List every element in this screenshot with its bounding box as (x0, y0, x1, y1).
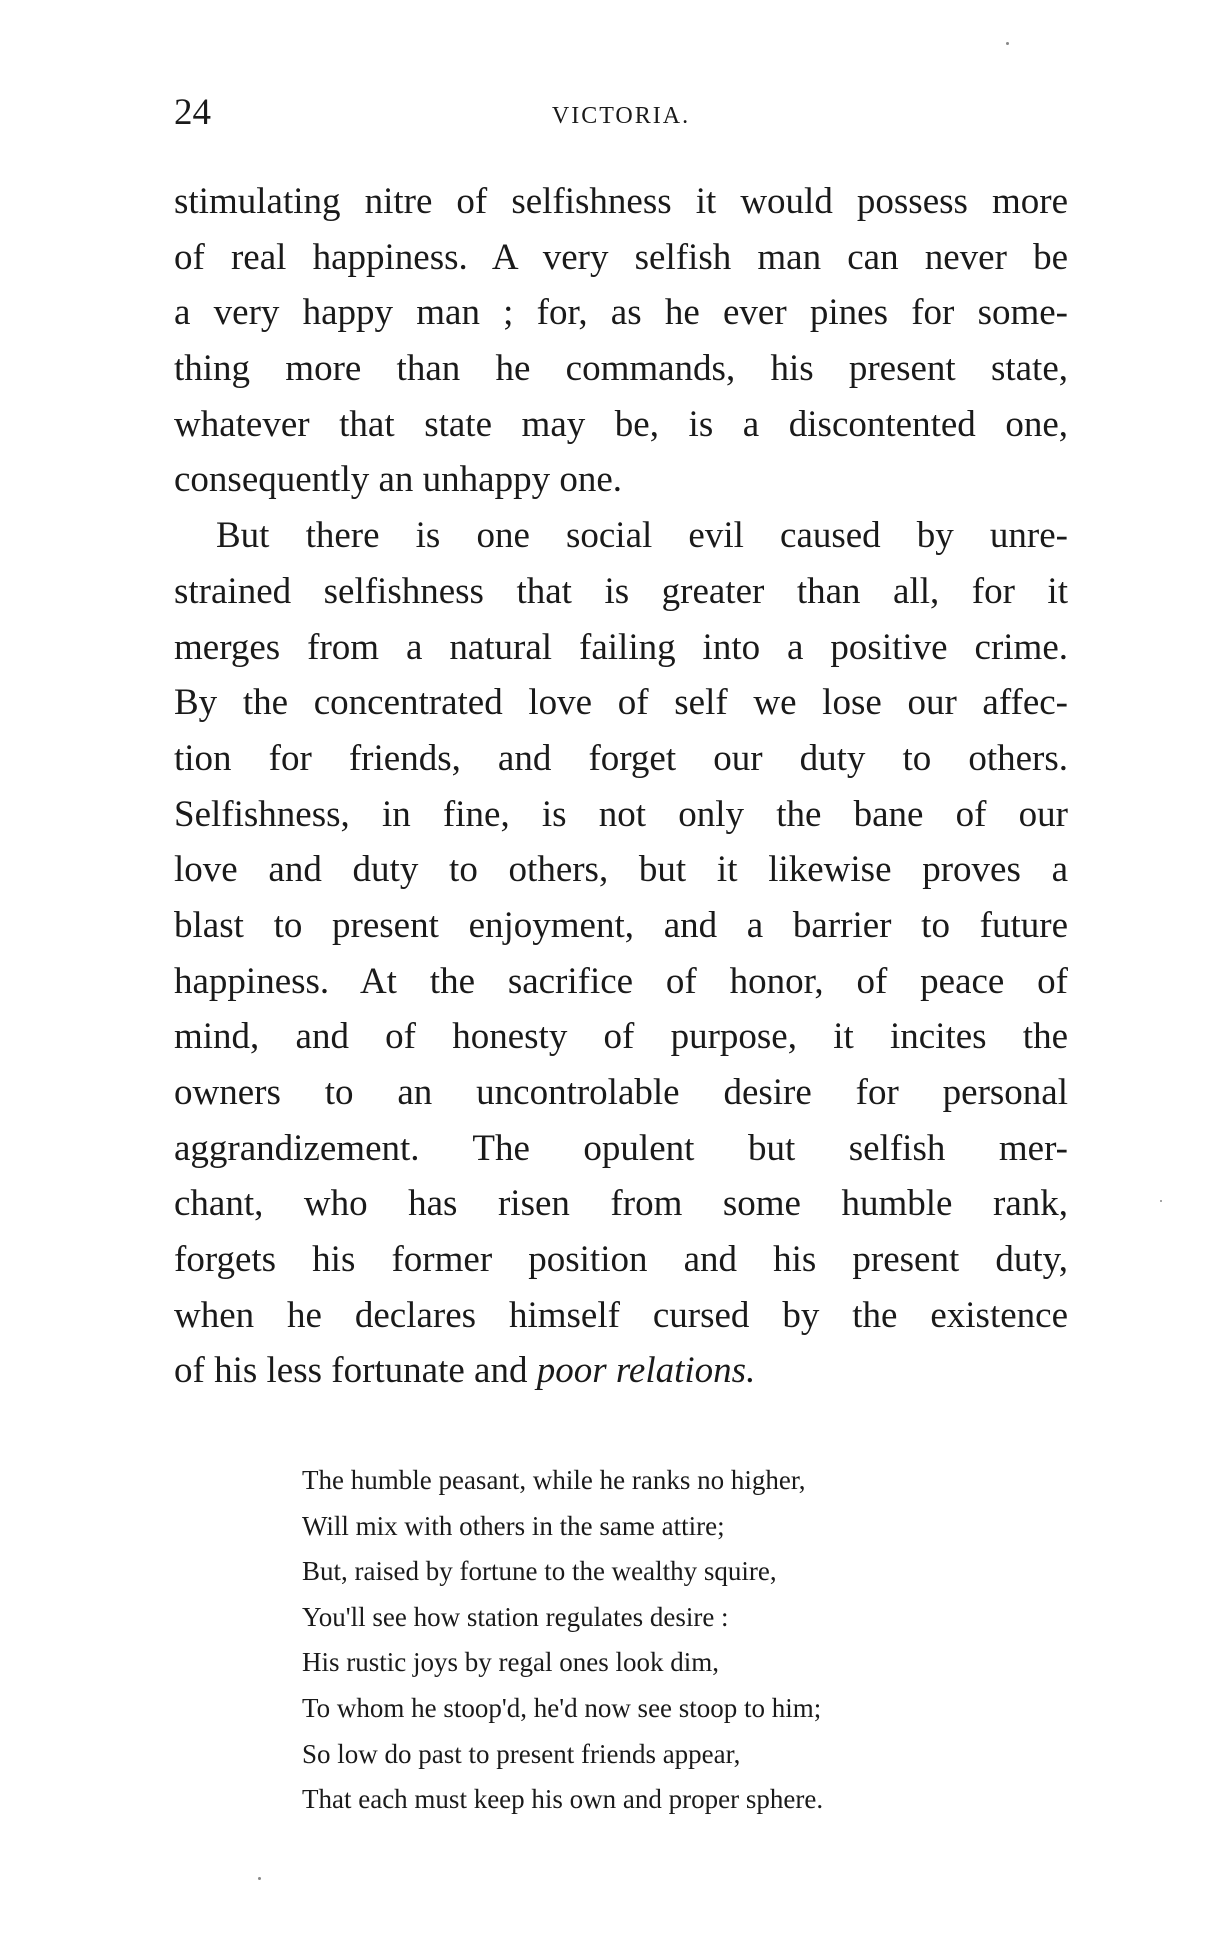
body-text (174, 174, 1068, 1399)
paper-speck (258, 1877, 261, 1880)
text-line: tion for friends, and forget our duty to others. (174, 737, 1068, 779)
poem-line: That each must keep his own and proper sphere. (302, 1784, 824, 1815)
text-line: a very happy man ; for, as he ever pines for some- (174, 292, 1068, 334)
text-line: love and duty to others, but it likewise proves a (174, 849, 1068, 891)
text-line: owners to an uncontrolable desire for personal (174, 1072, 1068, 1113)
paragraph-2 (174, 508, 1068, 1399)
running-title: VICTORIA. (551, 103, 691, 129)
text-line: stimulating nitre of selfishness it would possess more (174, 181, 1068, 222)
poem-stanza (302, 1458, 982, 1823)
text-line: whatever that state may be, is a discontented one, (174, 403, 1068, 445)
poem-line: So low do past to present friends appear, (302, 1738, 741, 1769)
text-line: blast to present enjoyment, and a barrier to future (174, 904, 1068, 946)
poem-line: His rustic joys by regal ones look dim, (302, 1647, 719, 1678)
text-line: happiness. At the sacrifice of honor, of peace of (174, 960, 1068, 1002)
italic-phrase: poor relations. (536, 1350, 756, 1392)
text-line: merges from a natural failing into a positive crime. (174, 626, 1068, 668)
paper-speck (1160, 1200, 1162, 1202)
text-line: chant, who has risen from some humble rank, (174, 1183, 1068, 1225)
text-line: By the concentrated love of self we lose our affec- (174, 682, 1068, 724)
text-line-last (174, 1343, 1068, 1399)
paper-speck (1006, 42, 1009, 45)
page-header (174, 93, 1068, 143)
text-line: thing more than he commands, his present state, (174, 348, 1068, 390)
text-line: mind, and of honesty of purpose, it incites the (174, 1016, 1068, 1058)
text-span: of his less fortunate and (174, 1350, 537, 1392)
text-line: forgets his former position and his present duty, (174, 1239, 1068, 1281)
poem-line: Will mix with others in the same attire; (302, 1510, 725, 1541)
text-line: when he declares himself cursed by the existence (174, 1294, 1068, 1336)
paragraph-1 (174, 174, 1068, 508)
text-line: of real happiness. A very selfish man can never be (174, 236, 1068, 278)
poem-line: But, raised by fortune to the wealthy squire, (302, 1556, 777, 1587)
text-line: aggrandizement. The opulent but selfish mer- (174, 1127, 1068, 1169)
text-line: strained selfishness that is greater than all, for it (174, 570, 1068, 612)
text-line: Selfishness, in fine, is not only the bane of our (174, 793, 1068, 835)
page-number: 24 (174, 92, 211, 133)
poem-line: You'll see how station regulates desire : (302, 1601, 729, 1632)
text-line: consequently an unhappy one. (174, 459, 622, 501)
poem-line: To whom he stoop'd, he'd now see stoop to him; (302, 1692, 822, 1723)
poem-line: The humble peasant, while he ranks no higher, (302, 1465, 806, 1495)
text-line: But there is one social evil caused by unre- (216, 515, 1068, 557)
